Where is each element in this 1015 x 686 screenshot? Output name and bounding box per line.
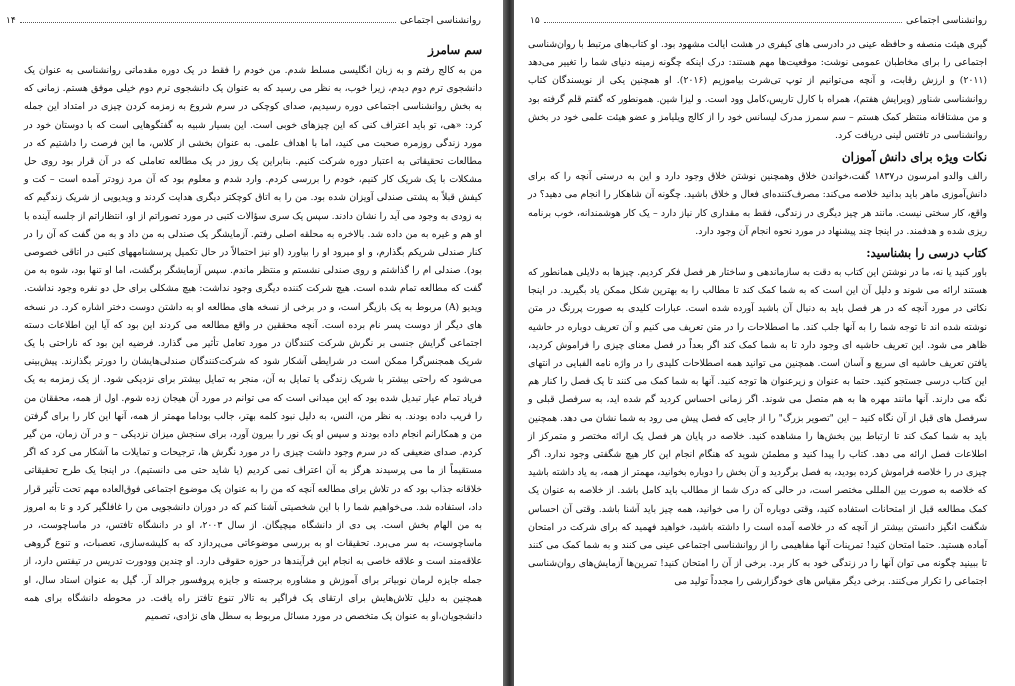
- section-title-tips: نکات ویژه برای دانش آموزان: [841, 150, 987, 165]
- running-title: روانشناسی اجتماعی: [906, 15, 987, 26]
- intro-paragraph: گیری هیئت منصفه و حافظه عینی در دادرسی های کیفری در هشت ایالت مشهود بود. او کتاب‌های مرتبط با روان‌شناسی اجتماعی را برای مخاطبان عمومی نوشت: موقعیت‌ها مهم هستند: درک اینکه چگونه زمینه دنیای شما را تغییر می‌دهد (۲۰۱۱) و ارزش رقابت، و آنچه می‌توانیم از توپ تی‌شرت بیاموزیم (۲۰۱۶). او همچنین یکی از نویسندگان کتاب روانشناسی شناور (ویرایش هفتم)، همراه با کارل تاریس،کامل وود است. و لیزا شین. همونطور که گفتم قلم گرفته بود و من مشتاقانه منتظر کمک هستم – سم سمرز مدرک لیسانس خود را از کالج ویلیامز و عضو هیئت علمی خود در بخش روانشناسی در تافتس لینی دریافت کرد.: [528, 39, 987, 142]
- right-page: [514, 0, 1015, 686]
- page-header: [6, 12, 481, 26]
- header-dots: [20, 22, 396, 23]
- book-gutter: [503, 0, 514, 686]
- section-title-textbook: کتاب درسی را بشناسید:: [866, 246, 987, 261]
- tips-paragraph: رالف والدو امرسون در۱۸۳۷ گفت،خواندن خلاق وهمچنین نوشتن خلاق وجود دارد و این به درستی آنچه را که برای دانش‌آموزی ماهر باید بدانید خلاصه می‌کند: مصرف‌کننده‌ای فعال و خلاق باشید. چگونه آن شاهکار را انجام می دهید؟ در واقع، کار سختی نیست. مانند هر چیز دیگری در زندگی، فقط به مقداری کار نیاز دارد – یک کار هوشمندانه، خوب برنامه ریزی شده و هدفمند. در اینجا چند پیشنهاد در مورد نحوه انجام آن وجود دارد.: [528, 171, 987, 237]
- textbook-paragraph: باور کنید یا نه، ما در نوشتن این کتاب به دقت به سازماندهی و ساختار هر فصل فکر کردیم. چیزها به دلایلی همانطور که هستند ارائه می شوند و دلیل آن این است که به شما کمک کند تا مطالب را به بهترین شکل ممکن یاد بگیرید. در اینجا نکاتی در مورد آنچه که در هر فصل باید به دنبال آن باشید آورده شده است. عبارات کلیدی به صورت پررنگ در متن نوشته شده اند تا توجه شما را به آنها جلب کند. ما اصطلاحات را در متن تعریف می کنیم و آن تعریف دوباره در حاشیه ظاهر می شود. این تعریف حاشیه ای وجود دارد تا به شما کمک کند اگر بعداً در فصل معنای چیزی را فراموش کردید، یافتن تعریف حاشیه ای سریع و آسان است. همچنین می توانید همه اصطلاحات کلیدی را در واژه نامه الفبایی در انتهای این کتاب درسی جستجو کنید. حتما به عنوان و زیرعنوان ها توجه کنید. آنها به شما کمک می کنند تا یک فصل را کنار هم نگه می دارند. آنها مانند مهره ها به هم متصل می شوند. اگر زمانی احساس کردید گم شده اید، به سرفصل قبلی و سرفصل های قبل از آن نگاه کنید – این "تصویر بزرگ" را از جایی که فصل پیش می رود به شما نشان می دهد. همچنین باید به شما کمک کند تا ارتباط بین بخش‌ها را مشاهده کنید. خلاصه در پایان هر فصل یک ارائه مختصر و متمرکز از اطلاعات فصل ارائه می دهد. کتاب را پیدا کنید و مطمئن شوید که هنگام انجام این کار هیچ شگفتی وجود ندارد. اگر چیزی در را خلاصه فراموش کرده بودید، به فصل برگردید و آن بخش را دوباره بخوانید، مهمتر از همه، به یاد داشته باشید که خلاصه به صورت بین المللی مختصر است، در حالی که درک شما از مطالب باید کامل باشد. از خلاصه به عنوان یک کمک مطالعه قبل از امتحانات استفاده کنید، وقتی دوباره آن را می خوانید، همه چیز باید آشنا باشد. وقتی آن احساس شگفت انگیز دانستن بیشتر از آنچه که در خلاصه آمده است را داشته باشید، خواهید فهمید که برای شرکت در امتحان آماده هستید. حتما امتحان کنید! تمرینات آنها مفاهیمی را از روانشناسی اجتماعی عینی می کنند و به شما کمک می کنند تا ببینید چگونه می توان آنها را در زندگی خود به کار برد. برخی از آن را امتحان کنید! تمرین‌ها آزمایش‌های روان‌شناسی اجتماعی را تکرار می‌کنند. برخی دیگر مقیاس های خودگزارشی را مجدداً تولید می: [528, 267, 987, 588]
- section-title: سم سامرز: [428, 43, 482, 57]
- left-page: [0, 0, 503, 686]
- page-body: [528, 36, 987, 592]
- page-number: ۱۵: [530, 16, 540, 26]
- body-paragraph: من به کالج رفتم و به زبان انگلیسی مسلط شدم. من خودم را فقط در یک دوره مقدماتی روانشناسی به عنوان یک دانشجوی ترم دوم دیدم، زیرا خوب، به نظر می رسید که به عنوان یک دانشجوی ترم دوم خیلی موفق هستم. زمانی که به بخش روانشناسی اجتماعی دوره رسیدیم، صدای کوچکی در سرم شروع به زمزمه کردن چیزی در امتداد این جمله کرد: «هی، تو باید اعتراف کنی که این چیزهای خوبی است. این بسیار شبیه به گفتگوهایی است که با دوستان خود در مورد زندگی روزمره صحبت می کنید، اما با اهداف علمی. به عنوان بخشی از کلاس، ما این فرصت را داشتیم که در مطالعات تحقیقاتی به اعتبار دوره شرکت کنیم. بنابراین یک روز در یک مطالعه تعاملی که در آن قرار بود روی حل مشکلات با یک شریک کار کنیم، خودم را بررسی کردم. وارد شدم و معلوم بود که آن مرد زودتر آمده است – کت و کیفش قبلاً به پشتی صندلی آویزان شده بود. من را به اتاق کوچکتر دیگری هدایت کردند و ویدیویی از شریک زندگیم که به زودی به وجود می آید را نشان دادند. سپس یک سری سؤالات کتبی در مورد تصوراتم از او، انتظاراتم از جلسه آینده با او هم و غیره به من داده شد. بالاخره به محلقه اصلی رفتم. آزمایشگر یک صندلی به من داد و به من گفت که آن را در کنار صندلی شریکم بگذارم، و او میرود او را بیاورد (او نیز احتمالاً در حال تکمیل پرسشنامههای کتبی در اتاقی خصوصی بود). صندلی ام را گذاشتم و روی صندلی نشستم و منتظر ماندم. سپس آزمایشگر برگشت، اما او تنها بود، شوه به من گفت که مطالعه تمام شده است. هیچ شرکت کننده دیگری وجود نداشت: هیچ مشکلی برای حل دو نفره وجود نداشت. ویدیو (A) مربوط به یک بازیگر است، و در برخی از نسخه های مطالعه او به داشتن دوست دختر اشاره کرد. در نسخه های دیگر از دوست پسر نام برده است. آنچه محققین در واقع مطالعه می کردند این بود که آیا این اطلاعات دسته اجتماعی گرایش جنسی بر نگرش شرکت کنندگان در مورد تعامل تأثیر می گذارد. فرضیه این بود که ناراحتی با یک شریک همجنس‌گرا ممکن است در شرایطی آشکار شود که شرکت‌کنندگان صندلی‌هایشان را دورتر بگذارند. پیش‌بینی می‌شود که راحتی بیشتر با شریک زندگی یا تمایل به آن، منجر به تمایل بیشتر برای نزدیکی شود. از یک زمزمه به یک فریاد تمام عیار تبدیل شده بود که این میدانی است که می توانم در مورد آن هیجان زده شوم. اول از همه، محققان من را فریب داده بودند. به نظر من، النس، به دلیل نبود کلمه بهتر، جالب بوداما مهمتر از همه، آنها این کار را برای گرفتن من و همکارانم انجام داده بودند و سپس او یک نور را بیرون آورد، برای سنجش میزان نزدیکی – و در آن زمان، من گیر کردم. صدای ضعیفی که در سرم وجود داشت چیزی را در مورد نگرش ها، ترجیحات و تمایلات ما آشکار می کرد که اگر مستقیماً از ما می پرسیدند هرگز به آن اعتراف نمی کردیم (یا شاید حتی می دانستیم). در اینجا یک طرح تحقیقاتی خلاقانه جذاب بود که در تلاش برای مطالعه آنچه که من را به عنوان یک موضوع اجتماعی فوق‌العاده مهم تحت تأثیر قرار داد، استفاده شد. می‌خواهیم شما را با این شخصیتی آشنا کنم که در دوران دانشجویی من را غافلگیر کرد و تا به امروز به من الهام بخش است. پی دی از دانشگاه میچیگان. از سال ۲۰۰۳، او در دانشگاه تافتس، در ماساچوست، در ماساچوست، به سر می‌برد. تحقیقات او به بررسی موضوعاتی می‌پردازد که به کلیشه‌سازی، تعصبات، و تنوع گروهی علاقه‌مند است و علاقه خاصی به انجام این فرآیندها در حوزه حقوقی دارد. او چندین وودورت تدریس در تیفتس دارد، از جمله جایزه لرمان نوبیاتر برای آموزش و مشاوره برجسته و جایزه پروفسور جرالد آر. گیل به عنوان استاد سال، او همچنین به دلیل تلاش‌هایش برای ارتقای یک فراگیر به تالار تنوع تافتز راه یافت. در محوطه دانشگاه برای همه دانشجویان،او به عنوان یک متخصص در مورد مسائل مربوط به سطل های نژادی، تصمیم: [24, 65, 482, 623]
- page-header: [530, 12, 987, 26]
- page-number: ۱۴: [6, 16, 16, 26]
- page-body: [24, 40, 482, 626]
- running-title: روانشناسی اجتماعی: [400, 15, 481, 26]
- header-dots: [544, 22, 902, 23]
